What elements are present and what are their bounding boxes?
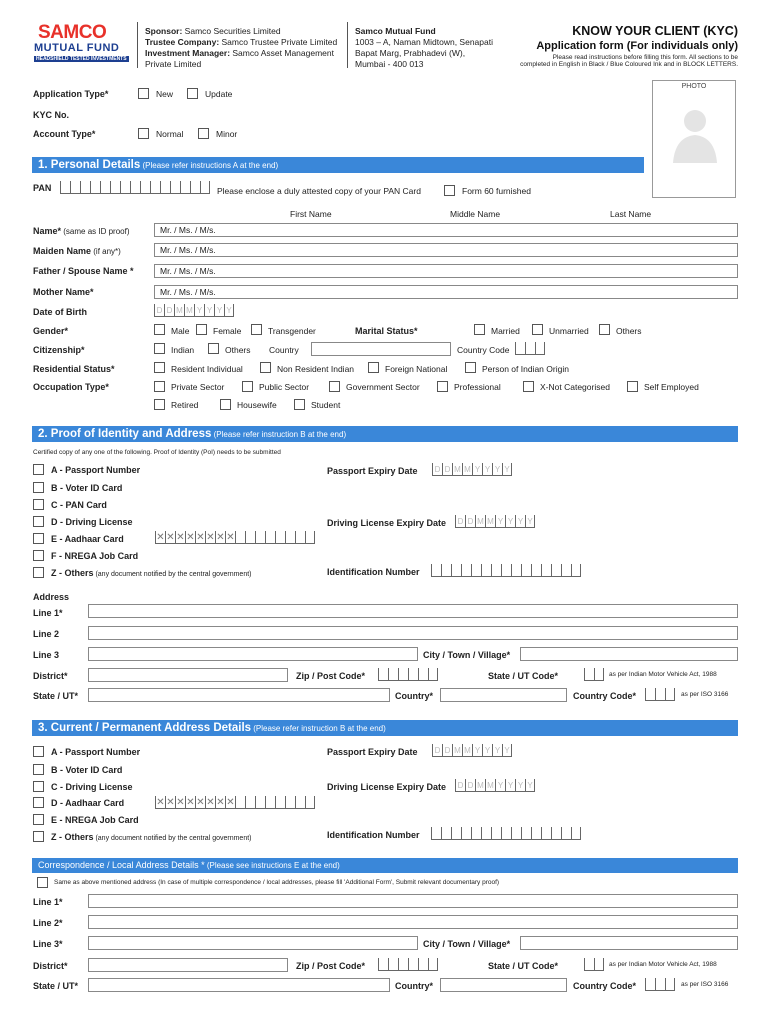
update-checkbox[interactable]	[187, 88, 198, 99]
married-label: Married	[491, 326, 520, 336]
dob-box: D	[154, 304, 164, 317]
pio-label: Person of Indian Origin	[482, 364, 569, 374]
zip-boxes[interactable]	[378, 668, 438, 681]
sponsor-block	[145, 26, 337, 70]
foreign-national-checkbox[interactable]	[368, 362, 379, 373]
country-code-boxes-2[interactable]	[645, 688, 675, 701]
male-label: Male	[171, 326, 190, 336]
married-checkbox[interactable]	[474, 324, 485, 335]
date-box: M	[485, 779, 495, 792]
address-label: Address	[33, 592, 70, 602]
pan-label: PAN	[33, 183, 52, 193]
nri-label: Non Resident Indian	[277, 364, 355, 374]
country-label: Country	[269, 345, 299, 355]
dob-box: M	[184, 304, 194, 317]
mother-name-label: Mother Name*	[33, 287, 94, 297]
state-ut-code-boxes[interactable]	[584, 668, 604, 681]
kyc-note-2: completed in English in Black / Blue Coloured Ink and in BLOCK LETTERS.	[520, 61, 738, 68]
date-box: Y	[492, 463, 502, 476]
date-box: Y	[472, 744, 482, 757]
marital-others-label: Others	[616, 326, 642, 336]
dl-expiry-boxes[interactable]	[455, 515, 535, 528]
s4-country-field[interactable]	[440, 978, 567, 992]
date-box: Y	[472, 463, 482, 476]
last-name-header: Last Name	[610, 209, 652, 219]
s3-passport-checkbox[interactable]	[33, 746, 44, 757]
pan-card-label: C - PAN Card	[51, 500, 107, 510]
marital-others-checkbox[interactable]	[599, 324, 610, 335]
professional-checkbox[interactable]	[437, 381, 448, 392]
retired-label: Retired	[171, 400, 199, 410]
s4-line2-field[interactable]	[88, 915, 738, 929]
same-address-checkbox[interactable]	[37, 877, 48, 888]
photo-label: PHOTO	[681, 83, 707, 90]
kyc-title: KNOW YOUR CLIENT (KYC)	[572, 24, 738, 38]
foreign-national-label: Foreign National	[385, 364, 448, 374]
account-type-label: Account Type*	[33, 129, 96, 139]
s3-others-checkbox[interactable]	[33, 831, 44, 842]
nrega-label: F - NREGA Job Card	[51, 551, 139, 561]
date-box: M	[485, 515, 495, 528]
line1-label: Line 1*	[33, 608, 63, 618]
kyc-note-1: Please read instructions before filling this form. All sections to be	[552, 54, 738, 61]
s4-line1-label: Line 1*	[33, 897, 63, 907]
kyc-subtitle: Application form (For individuals only)	[536, 40, 738, 52]
father-spouse-field[interactable]: Mr. / Ms. / M/s.	[154, 264, 738, 278]
driving-license-label: D - Driving License	[51, 517, 133, 527]
s4-mva-note: as per Indian Motor Vehicle Act, 1988	[609, 961, 717, 968]
s4-iso-note: as per ISO 3166	[681, 981, 729, 988]
dob-box: D	[164, 304, 174, 317]
person-silhouette-icon	[671, 103, 719, 163]
im-value-2: Private Limited	[145, 59, 202, 69]
poi-intro: Certified copy of any one of the following. Proof of Identity (PoI) needs to be submitted	[33, 449, 281, 456]
section-3-note: (Please refer instruction B at the end)	[251, 724, 386, 733]
date-box: Y	[482, 744, 492, 757]
student-label: Student	[311, 400, 341, 410]
new-label: New	[156, 89, 174, 99]
gender-label: Gender*	[33, 326, 69, 336]
maiden-label-note: (if any*)	[91, 247, 121, 256]
trustee-key: Trustee Company:	[145, 37, 220, 47]
dob-box: M	[174, 304, 184, 317]
form-60-checkbox[interactable]	[444, 185, 455, 196]
date-box: D	[442, 744, 452, 757]
s3-others-text: Z - Others	[51, 832, 94, 842]
resident-individual-label: Resident Individual	[171, 364, 243, 374]
date-box: Y	[482, 463, 492, 476]
district-field[interactable]	[88, 668, 288, 682]
section-1-note: (Please refer instructions A at the end)	[140, 161, 279, 170]
citizenship-others-label: Others	[225, 345, 251, 355]
update-label: Update	[205, 89, 233, 99]
date-box: Y	[495, 515, 505, 528]
s3-nrega-label: E - NREGA Job Card	[51, 815, 139, 825]
date-box: M	[462, 744, 472, 757]
section-2-note: (Please refer instruction B at the end)	[211, 430, 347, 439]
self-employed-label: Self Employed	[644, 382, 699, 392]
city-field[interactable]	[520, 647, 738, 661]
s3-passport-expiry-label: Passport Expiry Date	[327, 747, 418, 757]
citizenship-label: Citizenship*	[33, 345, 85, 355]
s4-state-label: State / UT*	[33, 981, 79, 991]
logo-top: SAMCO	[38, 22, 107, 43]
dl-expiry-label: Driving License Expiry Date	[327, 518, 447, 528]
transgender-checkbox[interactable]	[251, 324, 262, 335]
occupation-type-label: Occupation Type*	[33, 382, 109, 392]
dob-boxes[interactable]	[154, 304, 234, 317]
passport-expiry-label: Passport Expiry Date	[327, 466, 418, 476]
country-code-label: Country Code	[457, 345, 510, 355]
s3-voter-label: B - Voter ID Card	[51, 765, 123, 775]
aadhaar-checkbox[interactable]	[33, 533, 44, 544]
identification-number-boxes[interactable]	[431, 564, 581, 577]
s4-line1-field[interactable]	[88, 894, 738, 908]
logo-mid: MUTUAL FUND	[34, 42, 120, 54]
iso-note: as per ISO 3166	[681, 691, 729, 698]
public-sector-label: Public Sector	[259, 382, 310, 392]
kyc-heading	[500, 24, 738, 68]
address-line3-field[interactable]	[88, 647, 418, 661]
identification-number-label: Identification Number	[327, 567, 420, 577]
name-label-note: (same as ID proof)	[61, 227, 130, 236]
pan-boxes[interactable]	[60, 181, 210, 194]
minor-label: Minor	[216, 129, 238, 139]
date-box: D	[465, 779, 475, 792]
date-box: Y	[502, 463, 512, 476]
s3-identification-number-boxes[interactable]	[431, 827, 581, 840]
unmarried-label: Unmarried	[549, 326, 589, 336]
dob-box: Y	[224, 304, 234, 317]
s3-voter-checkbox[interactable]	[33, 764, 44, 775]
dob-box: Y	[204, 304, 214, 317]
s3-aadhaar-label: D - Aadhaar Card	[51, 798, 125, 808]
s3-nrega-checkbox[interactable]	[33, 814, 44, 825]
pio-checkbox[interactable]	[465, 362, 476, 373]
s3-identification-number-label: Identification Number	[327, 830, 420, 840]
section-3-band	[32, 720, 738, 736]
kyc-no-label: KYC No.	[33, 110, 69, 120]
date-box: Y	[502, 744, 512, 757]
line2-label: Line 2	[33, 629, 60, 639]
unmarried-checkbox[interactable]	[532, 324, 543, 335]
state-label: State / UT*	[33, 691, 79, 701]
transgender-label: Transgender	[268, 326, 316, 336]
s4-state-ut-code-label: State / UT Code*	[488, 961, 559, 971]
others-doc-checkbox[interactable]	[33, 567, 44, 578]
retired-checkbox[interactable]	[154, 399, 165, 410]
date-box: Y	[525, 515, 535, 528]
date-box: D	[442, 463, 452, 476]
s4-state-field[interactable]	[88, 978, 390, 992]
date-box: M	[475, 779, 485, 792]
name-field[interactable]: Mr. / Ms. / M/s.	[154, 223, 738, 237]
sponsor-key: Sponsor:	[145, 26, 183, 36]
dob-label: Date of Birth	[33, 307, 87, 317]
line3-label: Line 3	[33, 650, 60, 660]
s3-passport-label: A - Passport Number	[51, 747, 141, 757]
fund-addr2: Bapat Marg, Prabhadevi (W),	[355, 48, 466, 58]
government-sector-label: Government Sector	[346, 382, 420, 392]
housewife-label: Housewife	[237, 400, 277, 410]
fund-address	[355, 26, 493, 70]
state-field[interactable]	[88, 688, 390, 702]
private-sector-checkbox[interactable]	[154, 381, 165, 392]
normal-label: Normal	[156, 129, 184, 139]
date-box: M	[452, 744, 462, 757]
district-label: District*	[33, 671, 68, 681]
section-3-title: 3. Current / Permanent Address Details	[38, 722, 252, 734]
fund-addr3: Mumbai - 400 013	[355, 59, 424, 69]
photo-box[interactable]	[652, 80, 736, 198]
im-value: Samco Asset Management	[230, 48, 334, 58]
maiden-name-label	[33, 246, 121, 256]
s3-dl-expiry-boxes[interactable]	[455, 779, 535, 792]
s4-zip-boxes[interactable]	[378, 958, 438, 971]
residential-status-label: Residential Status*	[33, 364, 115, 374]
dob-box: Y	[214, 304, 224, 317]
driving-license-checkbox[interactable]	[33, 516, 44, 527]
date-box: M	[452, 463, 462, 476]
voter-id-checkbox[interactable]	[33, 482, 44, 493]
zip-label: Zip / Post Code*	[296, 671, 366, 681]
aadhaar-masked-boxes: ✕ ✕ ✕ ✕ ✕ ✕ ✕ ✕	[155, 531, 315, 544]
nri-checkbox[interactable]	[260, 362, 271, 373]
trustee-value: Samco Trustee Private Limited	[219, 37, 338, 47]
date-box: D	[455, 515, 465, 528]
section-4-note: (Please see instructions E at the end)	[204, 861, 340, 870]
normal-checkbox[interactable]	[138, 128, 149, 139]
date-box: D	[465, 515, 475, 528]
professional-label: Professional	[454, 382, 501, 392]
resident-individual-checkbox[interactable]	[154, 362, 165, 373]
date-box: M	[462, 463, 472, 476]
aadhaar-label: E - Aadhaar Card	[51, 534, 124, 544]
maiden-name-field[interactable]: Mr. / Ms. / M/s.	[154, 243, 738, 257]
female-label: Female	[213, 326, 242, 336]
pan-card-checkbox[interactable]	[33, 499, 44, 510]
dob-box: Y	[194, 304, 204, 317]
government-sector-checkbox[interactable]	[329, 381, 340, 392]
indian-label: Indian	[171, 345, 195, 355]
header-divider	[137, 22, 138, 68]
date-box: Y	[492, 744, 502, 757]
section-4-title: Correspondence / Local Address Details *	[38, 860, 205, 870]
application-type-label: Application Type*	[33, 89, 109, 99]
date-box: D	[432, 463, 442, 476]
s4-city-field[interactable]	[520, 936, 738, 950]
voter-id-label: B - Voter ID Card	[51, 483, 123, 493]
s3-dl-expiry-label: Driving License Expiry Date	[327, 782, 447, 792]
date-box: D	[455, 779, 465, 792]
housewife-checkbox[interactable]	[220, 399, 231, 410]
s3-aadhaar-checkbox[interactable]	[33, 797, 44, 808]
first-name-header: First Name	[290, 209, 332, 219]
s4-state-ut-code-boxes[interactable]	[584, 958, 604, 971]
logo-tag: HEADSHIELD TESTED INVESTMENTS	[36, 56, 127, 62]
s4-line3-field[interactable]	[88, 936, 418, 950]
address-line1-field[interactable]	[88, 604, 738, 618]
s4-country-label: Country*	[395, 981, 433, 991]
private-sector-label: Private Sector	[171, 382, 225, 392]
passport-checkbox[interactable]	[33, 464, 44, 475]
logo	[32, 22, 132, 68]
public-sector-checkbox[interactable]	[242, 381, 253, 392]
s3-others-label	[51, 832, 252, 842]
date-box: Y	[515, 515, 525, 528]
header-divider-2	[347, 22, 348, 68]
others-doc-note: (any document notified by the central government)	[93, 571, 252, 578]
same-address-label: Same as above mentioned address (In case of multiple correspondence / local addresses, please fill 'Additional Form', Submit relevant documentary proof)	[54, 879, 500, 886]
male-checkbox[interactable]	[154, 324, 165, 335]
date-box: Y	[505, 515, 515, 528]
date-box: Y	[495, 779, 505, 792]
passport-label: A - Passport Number	[51, 465, 141, 475]
self-employed-checkbox[interactable]	[627, 381, 638, 392]
minor-checkbox[interactable]	[198, 128, 209, 139]
s4-district-field[interactable]	[88, 958, 288, 972]
s4-line3-label: Line 3*	[33, 939, 63, 949]
s4-district-label: District*	[33, 961, 68, 971]
s4-zip-label: Zip / Post Code*	[296, 961, 366, 971]
country-label-2: Country*	[395, 691, 433, 701]
section-1-band	[32, 157, 644, 173]
country-code-label-2: Country Code*	[573, 691, 636, 701]
date-box: Y	[515, 779, 525, 792]
im-key: Investment Manager:	[145, 48, 231, 58]
s4-country-code-label: Country Code*	[573, 981, 636, 991]
others-doc-label	[51, 568, 252, 578]
section-4-band	[32, 858, 738, 873]
father-spouse-label: Father / Spouse Name *	[33, 266, 134, 276]
date-box: Y	[505, 779, 515, 792]
s3-dl-label: C - Driving License	[51, 782, 133, 792]
middle-name-header: Middle Name	[450, 209, 501, 219]
country-field[interactable]	[311, 342, 451, 356]
fund-addr1: 1003 – A, Naman Midtown, Senapati	[355, 37, 493, 47]
country-field-2[interactable]	[440, 688, 567, 702]
others-doc-text: Z - Others	[51, 568, 94, 578]
x-not-categorised-label: X-Not Categorised	[540, 382, 610, 392]
marital-status-label: Marital Status*	[355, 326, 418, 336]
section-1-title: 1. Personal Details	[38, 159, 141, 171]
s3-others-note: (any document notified by the central government)	[93, 835, 252, 842]
student-checkbox[interactable]	[294, 399, 305, 410]
section-2-title: 2. Proof of Identity and Address	[38, 428, 212, 440]
mva-note: as per Indian Motor Vehicle Act, 1988	[609, 671, 717, 678]
nrega-checkbox[interactable]	[33, 550, 44, 561]
s4-line2-label: Line 2*	[33, 918, 63, 928]
city-label: City / Town / Village*	[423, 650, 511, 660]
name-label-text: Name*	[33, 226, 62, 236]
s3-dl-checkbox[interactable]	[33, 781, 44, 792]
s4-city-label: City / Town / Village*	[423, 939, 511, 949]
date-box: Y	[525, 779, 535, 792]
form-60-label: Form 60 furnished	[462, 186, 531, 196]
mother-name-field[interactable]: Mr. / Ms. / M/s.	[154, 285, 738, 299]
fund-name: Samco Mutual Fund	[355, 26, 436, 36]
address-line2-field[interactable]	[88, 626, 738, 640]
s3-passport-expiry-boxes[interactable]	[432, 744, 512, 757]
maiden-label-text: Maiden Name	[33, 246, 92, 256]
date-box: D	[432, 744, 442, 757]
country-code-boxes[interactable]	[515, 342, 545, 355]
section-2-band	[32, 426, 738, 442]
date-box: M	[475, 515, 485, 528]
s4-country-code-boxes[interactable]	[645, 978, 675, 991]
female-checkbox[interactable]	[196, 324, 207, 335]
x-not-categorised-checkbox[interactable]	[523, 381, 534, 392]
s3-aadhaar-masked-boxes: ✕ ✕ ✕ ✕ ✕ ✕ ✕ ✕	[155, 796, 315, 809]
pan-note: Please enclose a duly attested copy of your PAN Card	[217, 186, 421, 196]
name-label	[33, 226, 129, 236]
citizenship-others-checkbox[interactable]	[208, 343, 219, 354]
state-ut-code-label: State / UT Code*	[488, 671, 559, 681]
indian-checkbox[interactable]	[154, 343, 165, 354]
sponsor-value: Samco Securities Limited	[182, 26, 281, 36]
passport-expiry-boxes[interactable]	[432, 463, 512, 476]
new-checkbox[interactable]	[138, 88, 149, 99]
